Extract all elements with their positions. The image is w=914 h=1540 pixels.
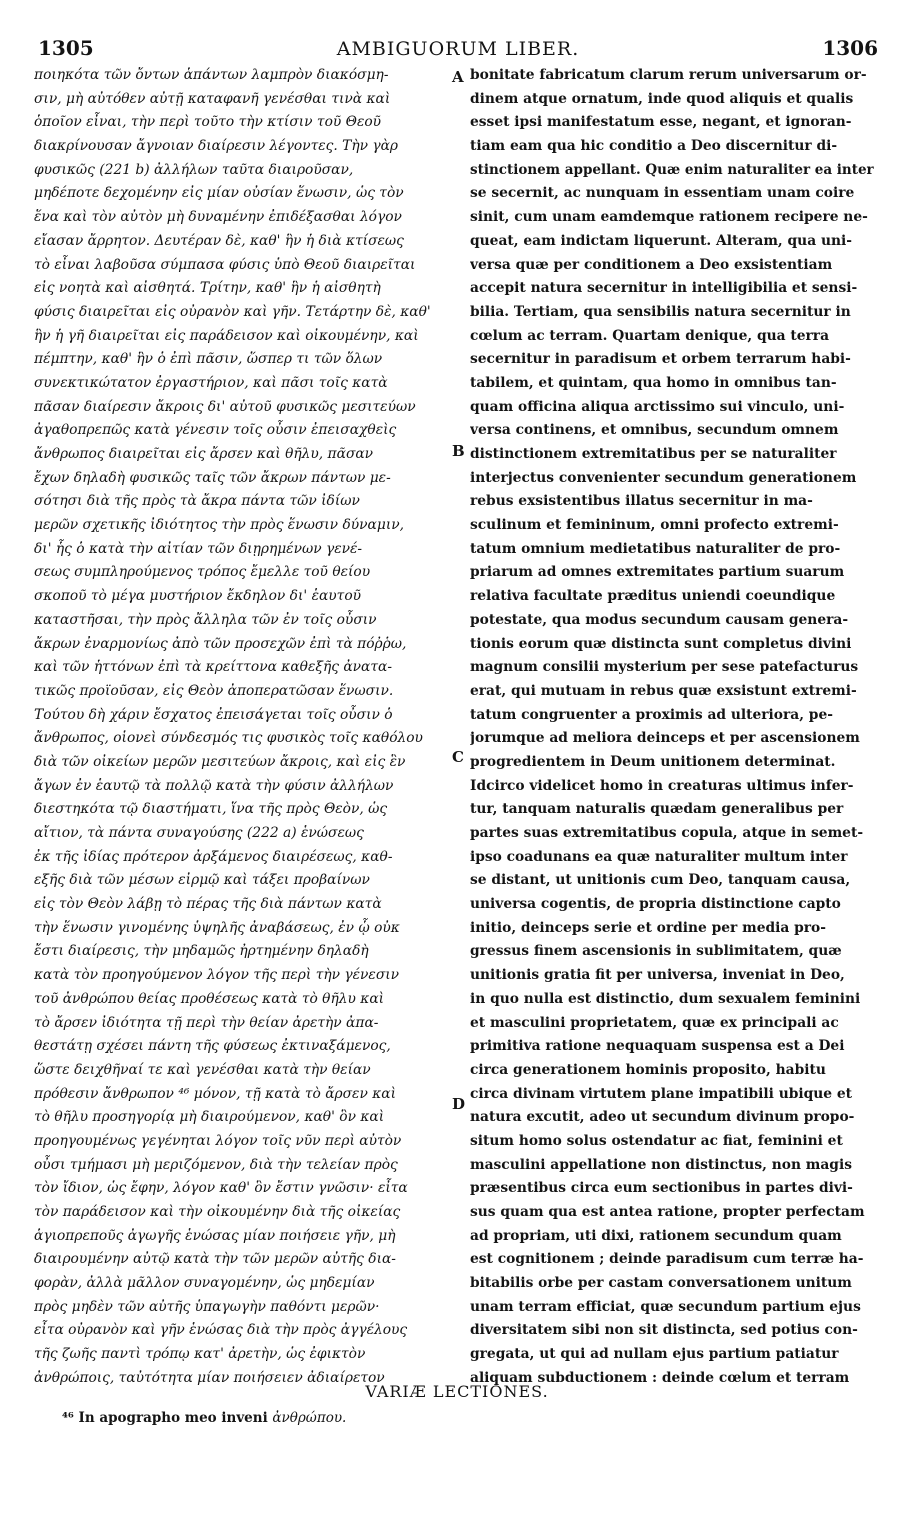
latin-text-line: dinem atque ornatum, inde quod aliquis et qualis (470, 90, 854, 107)
latin-text-line: bitabilis orbe per castam conversationem unitum (470, 1275, 852, 1292)
latin-text-line: stinctionem appellant. Quæ enim naturaliter ea inter (470, 161, 874, 178)
greek-text-line: πρὸς μηδὲν τῶν αὐτῆς ὑπαγωγὴν παθόντι μερῶν· (34, 1298, 380, 1315)
greek-text-line: εἰς τὸν Θεὸν λάβῃ τὸ πέρας τῆς διὰ πάντων κατὰ (34, 896, 382, 913)
latin-text-line: bonitate fabricatum clarum rerum universarum or- (470, 67, 867, 83)
greek-text-line: δι' ἧς ὁ κατὰ τὴν αἰτίαν τῶν διῃρημένων γενέ- (34, 540, 363, 557)
latin-text-line: versa continens, et omnibus, secundum omnem (470, 422, 839, 439)
latin-column (470, 64, 880, 1391)
latin-text-line: partes suas extremitatibus copula, atque in semet- (470, 825, 864, 841)
latin-text-line: relativa facultate præditus uniendi coeundique (470, 588, 836, 605)
greek-text-line: ἄνθρωπος διαιρεῖται εἰς ἄρσεν καὶ θῆλυ, πᾶσαν (34, 446, 374, 462)
latin-text-line: tatum omnium medietatibus naturaliter de pro- (470, 540, 841, 557)
greek-text-line: σεως συμπληρούμενος τρόπος ἔμελλε τοῦ θείου (34, 564, 371, 581)
greek-text-line: εξῆς διὰ τῶν μέσων εἰρμῷ καὶ τάξει προβαίνων (34, 872, 370, 889)
latin-text-line: jorumque ad meliora deinceps et per ascensionem (470, 730, 860, 747)
greek-text-line: καὶ τῶν ἡττόνων ἐπὶ τὰ κρείττονα καθεξῆς ἀνατα- (34, 659, 392, 676)
greek-text-line: οὖσι τμήμασι μὴ μεριζόμενον, διὰ τὴν τελείαν πρὸς (34, 1156, 398, 1173)
latin-text-line: tiam eam qua hic conditio a Deo discernitur di- (470, 138, 838, 155)
greek-text-line: Τούτου δὴ χάριν ἔσχατος ἐπεισάγεται τοῖς οὖσιν ὁ (34, 706, 393, 723)
greek-text-line: πέμπτην, καθ' ἣν ὁ ἐπὶ πᾶσιν, ὥσπερ τι τῶν ὅλων (34, 351, 383, 368)
page-number-left: 1305 (38, 36, 94, 60)
variae-lectiones-heading: VARIÆ LECTIONES. (365, 1382, 549, 1401)
page-header (38, 36, 878, 66)
latin-text-line: potestate, qua modus secundum causam genera- (470, 611, 849, 628)
greek-text-line: ἄκρων ἐναρμονίως ἀπὸ τῶν προσεχῶν ἐπὶ τὰ πόῤῥω, (34, 635, 407, 652)
latin-text-line: se distant, ut unitionis cum Deo, tanquam causa, (470, 872, 851, 889)
margin-letter-a: A (452, 68, 464, 86)
latin-text-line: est cognitionem ; deinde paradisum cum terræ ha- (470, 1251, 864, 1268)
greek-text-line: ἄνθρωπος, οἱονεὶ σύνδεσμός τις φυσικὸς τοῖς καθόλου (34, 730, 423, 747)
greek-text-line: φύσις διαιρεῖται εἰς οὐρανὸν καὶ γῆν. Τετάρτην δὲ, καθ' (34, 303, 431, 320)
footnote-greek: ἀνθρώπου. (272, 1410, 347, 1426)
latin-text-line: quam officina aliqua arctissimo sui vinculo, uni- (470, 398, 845, 415)
latin-text-line: natura excutit, adeo ut secundum divinum propo- (470, 1109, 855, 1126)
latin-text-line: esset ipsi manifestatum esse, negant, et ignoran- (470, 114, 852, 131)
page-number-right: 1306 (822, 36, 878, 60)
footnote (62, 1410, 346, 1426)
latin-text-line: se secernit, ac nunquam in essentiam unam coire (470, 185, 855, 202)
latin-text-line: circa generationem hominis proposito, habitu (470, 1061, 826, 1078)
latin-text-line: bilia. Tertiam, qua sensibilis natura secernitur in (470, 303, 851, 320)
latin-text-line: magnum consilii mysterium per sese patefacturus (470, 659, 859, 676)
greek-text-line: ἁγιοπρεποῦς ἀγωγῆς ἑνώσας μίαν ποιήσειε γῆν, μὴ (34, 1227, 396, 1244)
greek-text-line: πᾶσαν διαίρεσιν ἄκροις δι' αὐτοῦ φυσικῶς μεσιτεύων (34, 398, 416, 415)
greek-text-line: ὁποῖον εἶναι, τὴν περὶ τοῦτο τὴν κτίσιν τοῦ Θεοῦ (34, 114, 382, 131)
greek-text-line: τοῦ ἀνθρώπου θείας προθέσεως κατὰ τὸ θῆλυ καὶ (34, 990, 385, 1007)
greek-text-line: σιν, μὴ αὐτόθεν αὐτῇ καταφανῆ γενέσθαι τινὰ καὶ (34, 90, 391, 107)
greek-text-line: καταστῆσαι, τὴν πρὸς ἄλληλα τῶν ἐν τοῖς οὖσιν (34, 611, 377, 628)
greek-text-line: διεστηκότα τῷ διαστήματι, ἵνα τῆς πρὸς Θεὸν, ὡς (34, 801, 388, 818)
greek-text-line: τικῶς προϊοῦσαν, εἰς Θεὸν ἀποπερατῶσαν ἕνωσιν. (34, 682, 394, 699)
greek-text-line: μηδέποτε δεχομένην εἰς μίαν οὐσίαν ἕνωσιν, ὡς τὸν (34, 185, 404, 202)
latin-text-line: masculini appellatione non distinctus, non magis (470, 1156, 852, 1173)
greek-text-line: θεστάτῃ σχέσει πάντη τῆς φύσεως ἐκτιναξάμενος, (34, 1038, 391, 1055)
greek-text-line: μερῶν σχετικῆς ἰδιότητος τὴν πρὸς ἕνωσιν δύναμιν, (34, 517, 404, 534)
latin-text-line: priarum ad omnes extremitates partium suarum (470, 564, 845, 581)
latin-text-line: et masculini proprietatem, quæ ex principali ac (470, 1014, 839, 1031)
greek-text-line: φορὰν, ἀλλὰ μᾶλλον συναγομένην, ὡς μηδεμίαν (34, 1275, 375, 1292)
latin-text-line: queat, eam indictam liquerunt. Alteram, qua uni- (470, 232, 852, 249)
greek-text-line: ἔστι διαίρεσις, τὴν μηδαμῶς ἠρτημένην δηλαδὴ (34, 943, 369, 960)
greek-text-line: προηγουμένως γεγένηται λόγον τοῖς νῦν περὶ αὐτὸν (34, 1132, 402, 1149)
greek-text-line: ἐκ τῆς ἰδίας πρότερον ἀρξάμενος διαιρέσεως, καθ- (34, 848, 393, 865)
greek-text-line: τὸ θῆλυ προσηγορίᾳ μὴ διαιρούμενον, καθ' ὃν καὶ (34, 1109, 385, 1126)
latin-text-line: præsentibus circa eum sectionibus in partes divi- (470, 1180, 853, 1197)
latin-text-line: interjectus convenienter secundum generationem (470, 469, 857, 486)
latin-text-line: circa divinam virtutem plane impatibili ubique et (470, 1085, 853, 1102)
margin-letter-c: C (452, 748, 464, 766)
latin-text-line: progredientem in Deum unitionem determinat. (470, 753, 836, 770)
latin-text-line: tionis eorum quæ distincta sunt completus divini (470, 635, 852, 652)
latin-text-line: situm homo solus ostendatur ac fiat, feminini et (470, 1132, 843, 1149)
greek-text-line: ἔχων δηλαδὴ φυσικῶς ταῖς τῶν ἄκρων πάντων με- (34, 469, 391, 486)
latin-text-line: rebus exsistentibus illatus secernitur in ma- (470, 493, 813, 510)
latin-text-line: sus quam qua est antea ratione, propter perfectam (470, 1204, 865, 1220)
latin-text-line: unitionis gratia fit per universa, inveniat in Deo, (470, 967, 845, 984)
footnote-marker: ⁴⁶ (62, 1410, 74, 1426)
greek-text-line: διὰ τῶν οἰκείων μερῶν μεσιτεύων ἄκροις, καὶ εἰς ἓν (34, 753, 406, 770)
greek-text-line: κατὰ τὸν προηγούμενον λόγον τῆς περὶ τὴν γένεσιν (34, 967, 400, 984)
greek-text-line: σκοποῦ τὸ μέγα μυστήριον ἔκδηλον δι' ἑαυτοῦ (34, 588, 362, 605)
greek-text-line: ἣν ἡ γῆ διαιρεῖται εἰς παράδεισον καὶ οἰκουμένην, καὶ (34, 327, 419, 344)
latin-text-line: gregata, ut qui ad nullam ejus partium patiatur (470, 1346, 839, 1363)
latin-text-line: cœlum ac terram. Quartam denique, qua terra (470, 327, 830, 344)
latin-text-line: tur, tanquam naturalis quædam generalibus per (470, 801, 844, 818)
greek-text-line: τῆς ζωῆς παντὶ τρόπῳ κατ' ἀρετὴν, ὡς ἐφικτὸν (34, 1346, 366, 1363)
greek-text-line: εἰς νοητὰ καὶ αἰσθητά. Τρίτην, καθ' ἣν ἡ αἰσθητὴ (34, 280, 381, 297)
latin-text-line: distinctionem extremitatibus per se naturaliter (470, 446, 837, 462)
greek-text-line: εἶτα οὐρανὸν καὶ γῆν ἑνώσας διὰ τὴν πρὸς ἀγγέλους (34, 1322, 408, 1339)
greek-text-line: διαιρουμένην αὐτῷ κατὰ τὴν τῶν μερῶν αὐτῆς δια- (34, 1251, 396, 1268)
greek-text-line: τὸν παράδεισον καὶ τὴν οἰκουμένην διὰ τῆς οἰκείας (34, 1204, 401, 1220)
latin-text-line: gressus finem ascensionis in sublimitatem, quæ (470, 943, 842, 960)
greek-text-line: ποιηκότα τῶν ὄντων ἁπάντων λαμπρὸν διακόσμη- (34, 67, 389, 83)
greek-text-line: τὸν ἴδιον, ὡς ἔφην, λόγον καθ' ὃν ἔστιν γνῶσιν· εἶτα (34, 1180, 408, 1197)
latin-text-line: universa cogentis, de propria distinctione capto (470, 896, 841, 913)
latin-text-line: tatum congruenter a proximis ad ulteriora, pe- (470, 706, 833, 723)
latin-text-line: diversitatem sibi non sit distincta, sed potius con- (470, 1322, 858, 1339)
latin-text-line: aliquam subductionem : deinde cœlum et terram (470, 1369, 850, 1386)
latin-text-line: ad propriam, uti dixi, rationem secundum quam (470, 1227, 842, 1244)
greek-text-line: εἴασαν ἄρρητον. Δευτέραν δὲ, καθ' ἣν ἡ διὰ κτίσεως (34, 232, 404, 249)
greek-text-line: τὴν ἕνωσιν γινομένης ὑψηλῆς ἀναβάσεως, ἐν ᾧ οὐκ (34, 919, 400, 936)
latin-text-line: primitiva ratione nequaquam suspensa est a Dei (470, 1038, 845, 1055)
greek-text-line: συνεκτικώτατον ἐργαστήριον, καὶ πᾶσι τοῖς κατὰ (34, 374, 388, 391)
greek-text-line: ἀγαθοπρεπῶς κατὰ γένεσιν τοῖς οὖσιν ἐπεισαχθεὶς (34, 422, 397, 439)
margin-letter-b: B (452, 442, 465, 460)
latin-text-line: initio, deinceps serie et ordine per media pro- (470, 919, 826, 936)
latin-text-line: accepit natura secernitur in intelligibilia et sensi- (470, 280, 858, 297)
greek-text-line: τὸ εἶναι λαβοῦσα σύμπασα φύσις ὑπὸ Θεοῦ διαιρεῖται (34, 256, 416, 273)
greek-text-line: φυσικῶς (221 b) ἀλλήλων ταῦτα διαιροῦσαν, (34, 161, 354, 178)
latin-text-line: versa quæ per conditionem a Deo exsistentiam (470, 256, 833, 273)
latin-text-line: in quo nulla est distinctio, dum sexualem feminini (470, 990, 861, 1007)
greek-text-line: ὥστε δειχθῆναί τε καὶ γενέσθαι κατὰ τὴν θείαν (34, 1061, 371, 1078)
latin-text-line: tabilem, et quintam, qua homo in omnibus tan- (470, 374, 837, 391)
latin-text-line: Idcirco videlicet homo in creaturas ultimus infer- (470, 777, 854, 794)
greek-text-line: διακρίνουσαν ἄγνοιαν διαίρεσιν λέγοντες. Τὴν γὰρ (34, 138, 399, 155)
greek-text-line: ἄγων ἐν ἑαυτῷ τὰ πολλῷ κατὰ τὴν φύσιν ἀλλήλων (34, 777, 394, 794)
latin-text-line: secernitur in paradisum et orbem terrarum habi- (470, 351, 851, 368)
running-title: AMBIGUORUM LIBER. (336, 38, 580, 60)
greek-column (34, 64, 450, 1391)
latin-text-line: erat, qui mutuam in rebus quæ exsistunt extremi- (470, 682, 857, 699)
greek-text-line: πρόθεσιν ἄνθρωπον ⁴⁶ μόνον, τῇ κατὰ τὸ ἄρσεν καὶ (34, 1085, 396, 1102)
latin-text-line: ipso coadunans ea quæ naturaliter multum inter (470, 848, 848, 865)
greek-text-line: ἕνα καὶ τὸν αὐτὸν μὴ δυναμένην ἐπιδέξασθαι λόγον (34, 209, 402, 226)
margin-letter-d: D (452, 1095, 466, 1113)
latin-text-line: sinit, cum unam eamdemque rationem recipere ne- (470, 209, 868, 226)
greek-text-line: αἴτιον, τὰ πάντα συναγούσης (222 a) ἑνώσεως (34, 825, 364, 841)
greek-text-line: τὸ ἄρσεν ἰδιότητα τῇ περὶ τὴν θείαν ἀρετὴν ἀπα- (34, 1014, 379, 1031)
latin-text-line: unam terram efficiat, quæ secundum partium ejus (470, 1298, 861, 1315)
greek-text-line: ἀνθρώποις, ταὐτότητα μίαν ποιήσειεν ἀδιαίρετον (34, 1369, 385, 1386)
footnote-text: In apographo meo inveni (78, 1410, 268, 1426)
greek-text-line: σότησι διὰ τῆς πρὸς τὰ ἄκρα πάντα τῶν ἰδίων (34, 493, 360, 510)
latin-text-line: sculinum et femininum, omni profecto extremi- (470, 517, 839, 534)
